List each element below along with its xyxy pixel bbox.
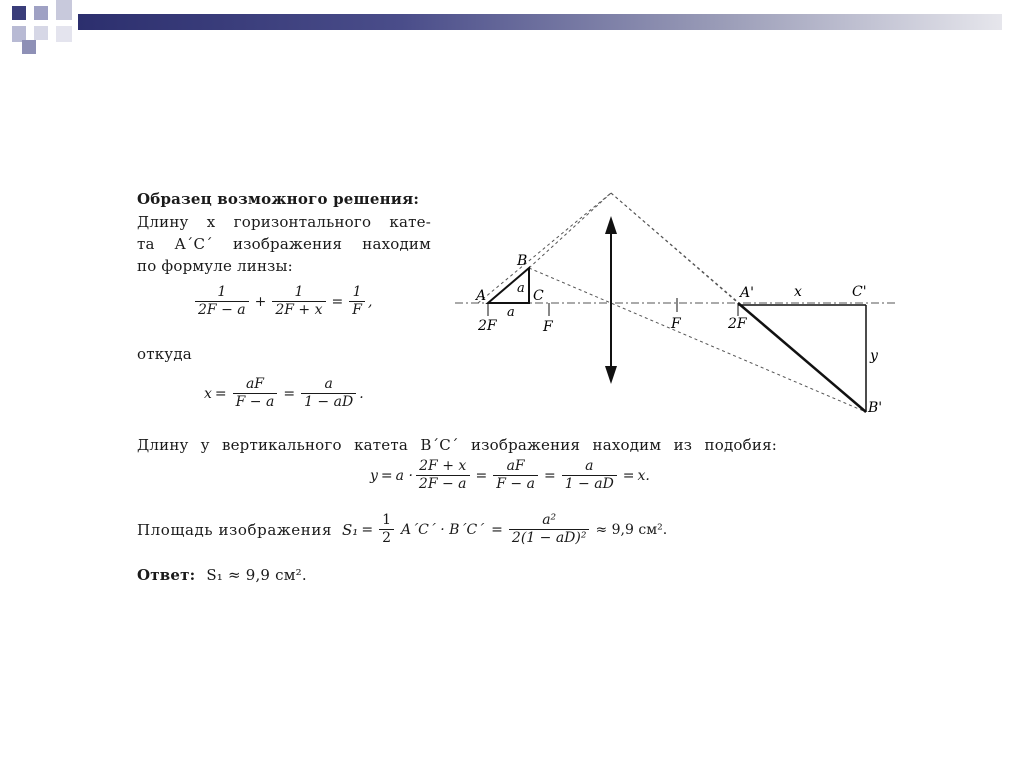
equals-sign: =	[283, 385, 296, 402]
area-approx: ≈ 9,9 см².	[595, 521, 668, 538]
formula-trail: ,	[367, 293, 373, 310]
numerator: 1	[352, 284, 362, 300]
numerator: a	[585, 458, 594, 474]
numerator: 2F + x	[419, 458, 467, 474]
label-2F-right: 2F	[728, 316, 747, 332]
area-product: A´C´ · B´C´	[400, 521, 485, 538]
label-a-vertical: a	[517, 281, 525, 296]
image-hypotenuse	[738, 303, 866, 412]
equals-sign: =	[622, 467, 635, 484]
paragraph-2: Длину y вертикального катета B´C´ изображения находим из подобия:	[137, 436, 777, 454]
area-lhs: S₁	[342, 520, 359, 539]
ray-dashed	[529, 268, 866, 412]
lens-arrow-top	[605, 216, 617, 234]
denominator: 2F − a	[416, 475, 470, 493]
plus-sign: +	[254, 293, 267, 310]
numerator: 1	[217, 284, 227, 300]
denominator: F − a	[493, 475, 538, 493]
solution-heading: Образец возможного решения:	[137, 190, 420, 208]
paragraph-1-line-1: Длину x горизонтального кате-	[137, 213, 431, 231]
denominator: 2	[379, 529, 394, 547]
label-F-left: F	[543, 319, 553, 335]
equals-sign: =	[475, 467, 488, 484]
denominator: F	[349, 301, 365, 319]
answer-value: S₁ ≈ 9,9 см².	[206, 566, 307, 584]
area-label: Площадь изображения	[137, 520, 333, 539]
label-2F-left: 2F	[478, 318, 497, 334]
equals-sign: =	[361, 521, 374, 538]
label-a-horizontal: a	[507, 305, 515, 320]
denominator: 2(1 − aD)²	[509, 529, 590, 547]
denominator: 2F + x	[272, 301, 325, 319]
equals-sign: =	[491, 521, 503, 538]
formula-lhs: x	[204, 385, 212, 402]
equals-sign: =	[214, 385, 227, 402]
multiplier: a ·	[395, 467, 413, 484]
ray-dashed	[478, 193, 611, 303]
ray-dashed	[529, 193, 611, 268]
equals-sign: =	[543, 467, 556, 484]
label-B: B	[517, 253, 528, 269]
label-B-prime: B'	[868, 400, 883, 416]
numerator: a²	[542, 512, 557, 528]
lens-arrow-bottom	[605, 366, 617, 384]
whence-text: откуда	[137, 345, 192, 363]
numerator: aF	[506, 458, 525, 474]
denominator: 1 − aD	[562, 475, 617, 493]
equals-sign: =	[331, 293, 344, 310]
numerator: aF	[245, 376, 265, 392]
label-x: x	[794, 284, 802, 300]
label-y: y	[870, 348, 878, 364]
formula-trail: .	[359, 385, 364, 402]
label-C: C	[533, 288, 544, 304]
answer-label: Ответ:	[137, 566, 196, 584]
numerator: 1	[382, 512, 391, 528]
label-F-right: F	[671, 316, 681, 332]
numerator: a	[324, 376, 333, 392]
paragraph-1-line-2: та A´C´ изображения находим	[137, 235, 431, 253]
label-A-prime: A'	[740, 285, 754, 301]
equals-sign: =	[380, 467, 393, 484]
numerator: 1	[294, 284, 304, 300]
label-C-prime: C'	[852, 284, 867, 300]
paragraph-1-line-3: по формуле линзы:	[137, 257, 293, 275]
denominator: 1 − aD	[301, 393, 356, 411]
formula-lhs: y	[370, 467, 378, 484]
denominator: 2F − a	[195, 301, 249, 319]
label-A: A	[476, 288, 487, 304]
formula-rhs: x.	[637, 467, 650, 484]
denominator: F − a	[233, 393, 278, 411]
